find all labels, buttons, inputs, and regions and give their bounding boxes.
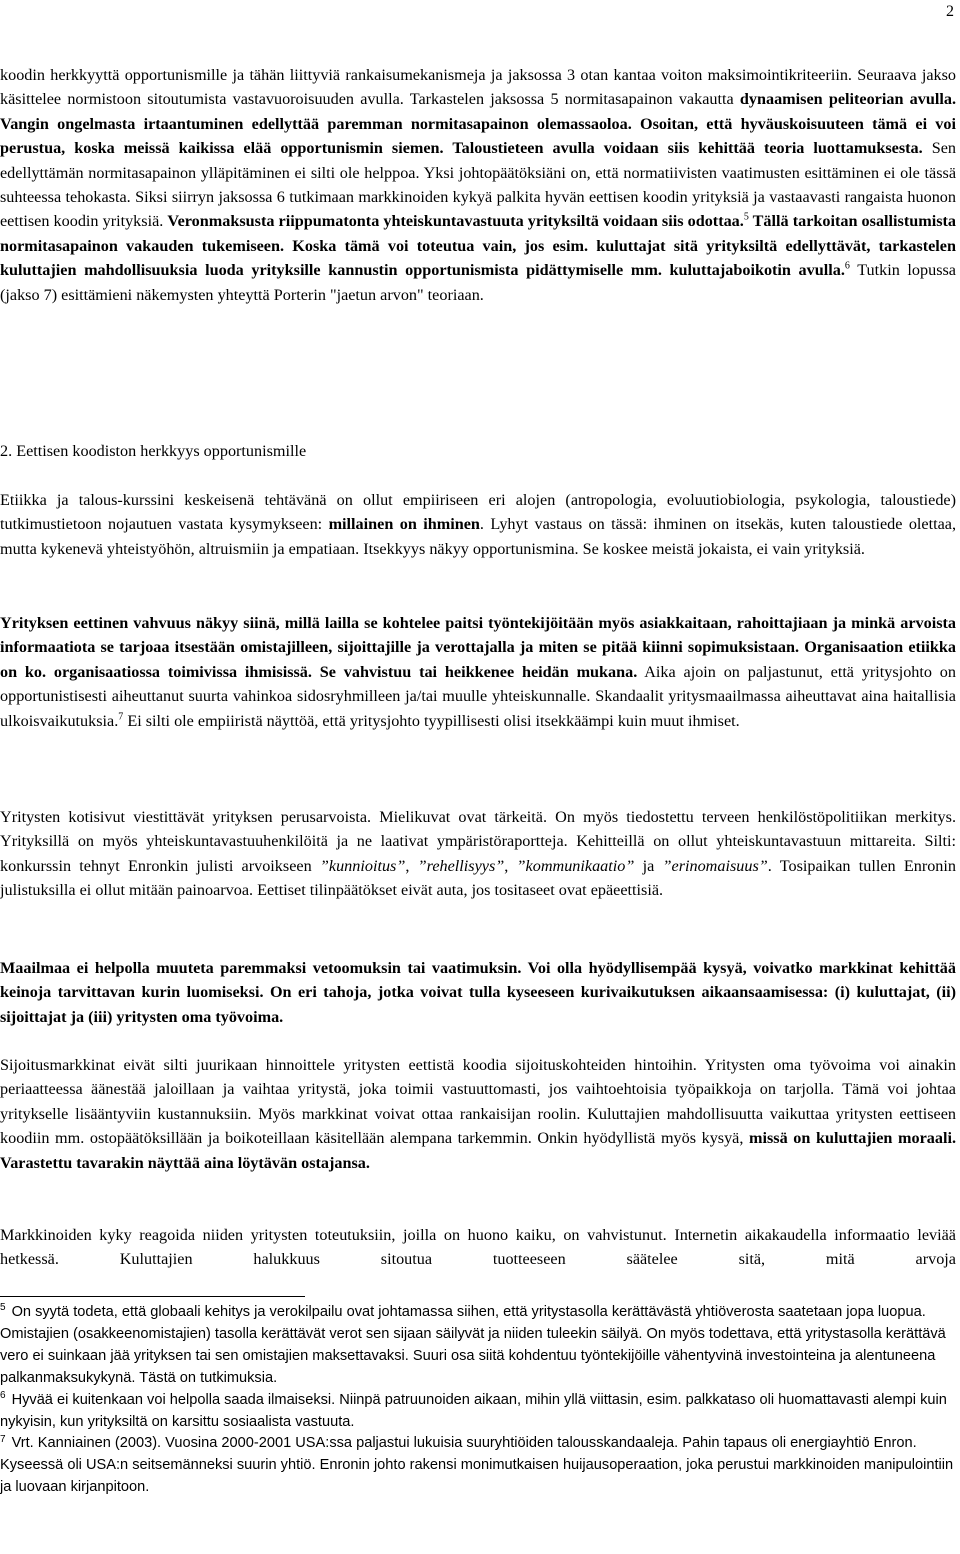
paragraph-company-ethics: Yrityksen eettinen vahvuus näkyy siinä, millä lailla se kohtelee paitsi työntekijöitään myös asiakkaitaan, rahoittajiaan ja minkä arvoista informaatiota se tarjoaa itsestään omistajilleen, sijoittajille ja verottajalla ja miten se pitää kiinni sopimuksistaan. Organisaation etiikka on ko. organisaatiossa toimivissa ihmisissä. Se vahvistuu tai heikkenee heidän mukana. Aika ajoin on paljastunut, että yritysjohto on opportunistisesti aiheuttanut suurta vahinkoa sidosryhmilleen ja/tai muulle yhteiskunnalle. Skandaalit yritysmaailmassa aiheuttavat aina haitallisia ulkoisvaikutuksia.$^7$ Ei silti ole empiiristä näyttöä, että yritysjohto tyypillisesti olisi itsekkäämpi kuin muut ihmiset. [0, 614, 956, 730]
footnote-separator [0, 1296, 305, 1297]
body-text [0, 63, 957, 1269]
paragraph-market-reaction: Markkinoiden kyky reagoida niiden yritysten toteutuksiin, joilla on huono kaiku, on vahvistunut. Internetin aikakaudella informaatio leviää hetkessä. Kuluttajien halukkuus sitoutua tuotteeseen säätelee sitä, mitä arvoja [0, 1226, 956, 1269]
footnote-6: $^6$ Hyvää ei kuitenkaan voi helpolla saada ilmaiseksi. Niinpä patruunoiden aikaan, mihin yllä viittasin, esim. palkkataso oli huomattavasti alempi kuin nykyisin, kun yrityksiltä on karsittu sosiaalista vastuuta. [0, 1389, 947, 1430]
section-heading: 2. Eettisen koodiston herkkyys opportunismille [0, 442, 307, 460]
quote-kommunikaatio: ”kommunikaatio” [516, 856, 635, 875]
paragraph-company-values: Yritysten kotisivut viestittävät yrityksen perusarvoista. Mielikuvat ovat tärkeitä. On myös tiedostettu terveen henkilöstöpolitiikan merkitys. Yrityksillä on myös yhteiskuntavastuuhenkilöitä ja ne laativat ympäristöraportteja. Kehitteillä on ollut yhteiskuntavastuun mittareita. Silti: konkurssin tehnyt Enronkin julisti arvoikseen ”kunnioitus”, ”rehellisyys”, ”kommunikaatio” ja ”erinomaisuus”. Tosipaikan tullen Enronin julistuksilla ei ollut mitään painoarvoa. Eettiset tilinpäätökset eivät auta, jos tositaseet ovat epäeettisiä. [0, 808, 956, 900]
paragraph-human-nature: Etiikka ja talous-kurssini keskeisenä tehtävänä on ollut empiiriseen eri alojen (antropologia, evoluutiobiologia, psykologia, taloustiede) tutkimustietoon nojautuen vastata kysymykseen: millainen on ihminen. Lyhyt vastaus on tässä: ihminen on itsekäs, kuten taloustiede olettaa, mutta kykenevä yhteistyöhön, altruismiin ja empatiaan. Itsekkyys näkyy opportunismina. Se koskee meistä jokaista, ei vain yrityksiä. [0, 491, 957, 558]
quote-erinomaisuus: ”erinomaisuus” [662, 856, 768, 875]
quote-kunnioitus: ”kunnioitus” [319, 856, 406, 875]
page-number: 2 [946, 3, 954, 20]
paragraph-intro-outline: koodin herkkyyttä opportunismille ja tähän liittyviä rankaisumekanismeja ja jaksossa 3 otan kantaa voiton maksimointikriteeriin. Seuraava jakso käsittelee normistoon sitoutumista vastavuoroisuuden avulla. Tarkastelen jaksossa 5 normitasapainon vakautta dynaamisen peliteorian avulla. Vangin ongelmasta irtaantuminen edellyttää paremman normitasapainon olemassaoloa. Osoitan, että hyväuskoisuuteen tämä ei voi perustua, koska meissä kaikissa elää opportunismin siemen. Taloustieteen avulla voidaan siis kehittää teoria luottamuksesta. Sen edellyttämän normitasapainon ylläpitäminen ei silti ole helppoa. Yksi johtopäätöksiäni on, että normatiivisten vaatimusten esittäminen ei ole tässä suhteessa tehokasta. Siksi siirryn jaksossa 6 tutkimaan markkinoiden kykyä palkita hyvän eettisen koodin yrityksiä ja vastaavasti rangaista huonon eettisen koodin yrityksiä. Veronmaksusta riippumatonta yhteiskuntavastuuta yrityksiltä voidaan siis odottaa.$^5$ Tällä tarkoitan osallistumista normitasapainon vakauden tukemiseen. Koska tämä voi toteutua vain, jos esim. kuluttajat sitä yrityksiltä edellyttävät, tarkastelen kuluttajien mahdollisuuksia luoda yrityksille kannustin opportunismista pidättymiselle mm. kuluttajaboikotin avulla.$^6$ Tutkin lopussa (jakso 7) esittämieni näkemysten yhteyttä Porterin "jaetun arvon" teoriaan. [0, 66, 957, 304]
footnote-7: $^7$ Vrt. Kanniainen (2003). Vuosina 2000-2001 USA:ssa paljastui lukuisia suuryhtiöiden talousskandaaleja. Pahin tapaus oli energiayhtiö Enron. Kyseessä oli USA:n seitsemänneksi suurin yhtiö. Enronin johto rakensi monimutkaisen huijausoperaation, joka perustui markkinoiden manipulointiin ja luovaan kirjanpitoon. [0, 1433, 954, 1496]
paragraph-investment-markets: Sijoitusmarkkinat eivät silti juurikaan hinnoittele yritysten eettistä koodia sijoituskohteiden hintoihin. Yritysten oma työvoima voi ainakin periaatteessa äänestää jaloillaan ja vaihtaa yritystä, joka toimii vastuuttomasti, jos vaihtoehtoisia työpaikkoja on tarjolla. Tämä voi johtaa yritykselle lisääntyviin kustannuksiin. Myös markkinat voivat ottaa rankaisijan roolin. Kuluttajien mahdollisuutta vaikuttaa yritysten eettiseen koodiin mm. ostopäätöksillään ja boikoteillaan käsitellään alempana tarkemmin. Onkin hyödyllistä myös kysyä, missä on kuluttajien moraali. Varastettu tavarakin näyttää aina löytävän ostajansa. [0, 1056, 956, 1172]
footnote-ref-7[interactable]: 7 [118, 711, 124, 723]
footnotes [0, 1302, 956, 1499]
footnote-5: $^5$ On syytä todeta, että globaali kehitys ja verokilpailu ovat johtamassa siihen, että yritystasolla kerättävästä yhtiöverosta saatetaan jopa luopua. Omistajien (osakkeenomistajien) tasolla kerättävät verot sen sijaan säilyvät ja niiden tuleekin säilyä. On myös todettava, että yritystasolla kerättävä vero ei suinkaan jää yrityksen tai sen omistajien maksettavaksi. Suuri osa siitä kohdentuu työntekijöille vähentyvinä investointeina ja alentuneena palkanmaksukykynä. Tästä on tutkimuksia. [0, 1302, 946, 1386]
footnote-ref-5[interactable]: 5 [743, 212, 749, 224]
paragraph-market-discipline: Maailmaa ei helpolla muuteta paremmaksi vetoomuksin tai vaatimuksin. Voi olla hyödyllisempää kysyä, voivatko markkinat kehittää keinoja tarvittavan kurin luomiseksi. On eri tahoja, jotka voivat tulla kyseeseen kurivaikutuksen aikaansaamisessa: (i) kuluttajat, (ii) sijoittajat ja (iii) yritysten oma työvoima. [0, 959, 956, 1026]
quote-rehellisyys: ”rehellisyys” [417, 856, 505, 875]
footnote-ref-6[interactable]: 6 [844, 260, 850, 272]
